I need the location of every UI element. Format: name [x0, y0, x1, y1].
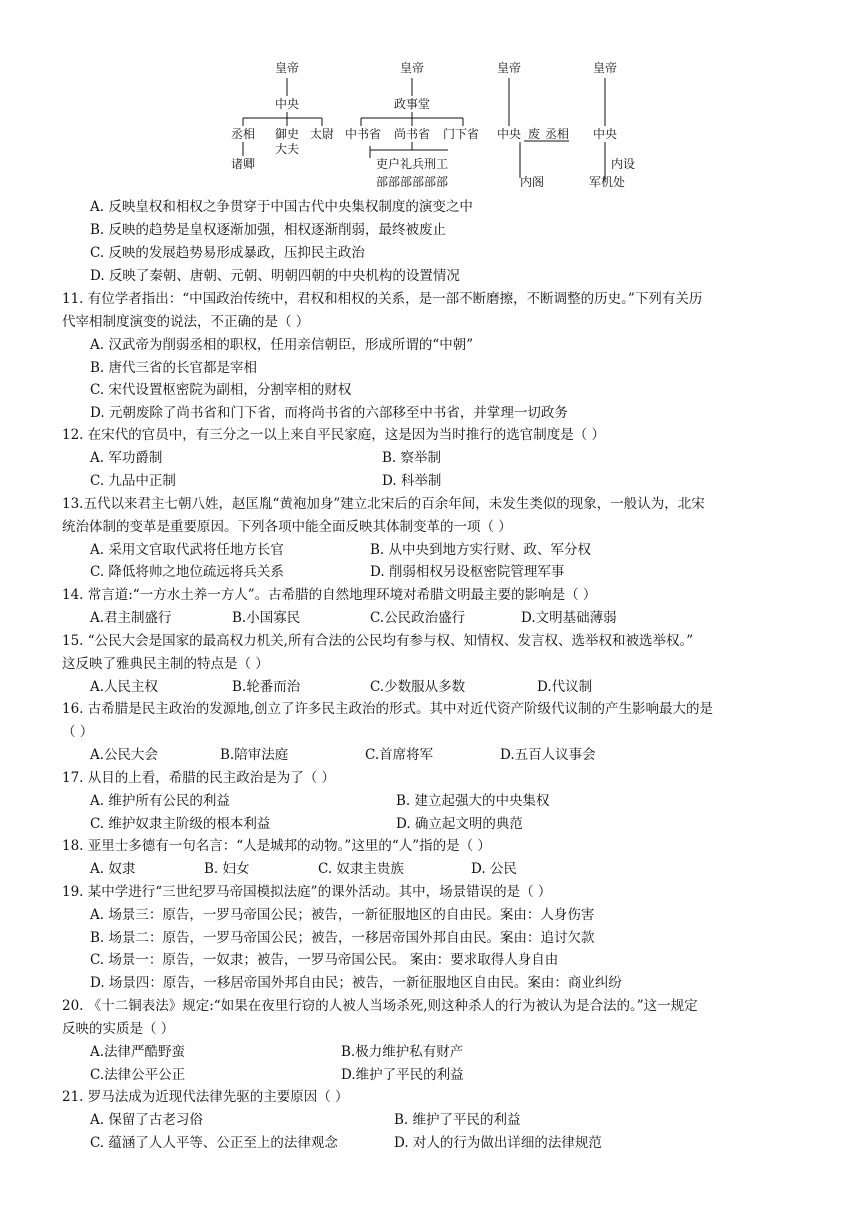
option-b: B.陪审法庭: [220, 747, 289, 763]
option-c: C.少数服从多数: [370, 679, 466, 695]
option-b: B. 唐代三省的长官都是宰相: [90, 360, 258, 376]
inner-set-label: 内设: [611, 157, 636, 171]
six-ministries-label: 吏户礼兵刑工: [376, 157, 449, 171]
question-stem: 21. 罗马法成为近现代法律先驱的主要原因（ ）: [62, 1089, 349, 1105]
chancellor-label: 丞相: [545, 127, 570, 141]
shangshu-label: 尚书省: [394, 127, 431, 141]
emperor-label: 皇帝: [593, 61, 618, 75]
question-stem-cont: 代宰相制度演变的说法，不正确的是（ ）: [62, 314, 310, 330]
option-a: A. 反映皇权和相权之争贯穿于中国古代中央集权制度的演变之中: [90, 199, 473, 215]
diagram-qin: [231, 60, 334, 171]
emperor-label: 皇帝: [400, 61, 425, 75]
option-b: B. 建立起强大的中央集权: [396, 793, 550, 809]
central-label: 中央: [497, 127, 522, 141]
option-d: D.代议制: [537, 679, 593, 695]
diagram-tang: [345, 60, 479, 189]
emperor-label: 皇帝: [275, 61, 300, 75]
question-stem: 16. 古希腊是民主政治的发源地,创立了许多民主政治的形式。其中对近代资产阶级代议制的产生影响最大的是: [62, 701, 714, 717]
option-a: A.君主制盛行: [90, 610, 172, 626]
zhongshu-label: 中书省: [345, 127, 382, 141]
cabinet-label: 内阁: [520, 175, 545, 189]
option-c: C.公民政治盛行: [370, 610, 466, 626]
question-stem: 20. 《十二铜表法》规定:“如果在夜里行窃的人被人当场杀死,则这种杀人的行为被认为是合法的。”这一规定: [62, 998, 698, 1014]
option-b: B. 察举制: [382, 450, 442, 466]
question-stem: 11. 有位学者指出：“中国政治传统中，君权和相权的关系，是一部不断磨擦，不断调整的历史。”下列有关历: [62, 291, 703, 307]
option-d: D. 对人的行为做出详细的法律规范: [394, 1135, 602, 1151]
option-c: C. 九品中正制: [90, 473, 176, 489]
option-c: C. 蕴涵了人人平等、公正至上的法律观念: [90, 1135, 338, 1151]
question-stem: 18. 亚里士多德有一句名言：“人是城邦的动物。”这里的“人”指的是（ ）: [62, 838, 491, 854]
option-d: D. 元朝废除了尚书省和门下省，而将尚书省的六部移至中书省，并掌理一切政务: [90, 405, 568, 421]
question-stem: 19. 某中学进行“三世纪罗马帝国模拟法庭”的课外活动。其中，场景错误的是（ ）: [62, 884, 552, 900]
option-c: C. 奴隶主贵族: [318, 861, 404, 877]
zhengshitang-label: 政事堂: [394, 97, 431, 111]
option-b: B.极力维护私有财产: [341, 1044, 464, 1060]
grand-council-label: 军机处: [589, 175, 626, 189]
option-a: A.人民主权: [90, 679, 159, 695]
option-a: A. 维护所有公民的利益: [90, 793, 230, 809]
option-d: D.维护了平民的利益: [341, 1067, 464, 1083]
censor-label-2: 大夫: [275, 142, 300, 156]
question-stem: 17. 从目的上看，希腊的民主政治是为了（ ）: [62, 770, 336, 786]
option-c: C. 宋代设置枢密院为副相，分割宰相的财权: [90, 382, 352, 398]
option-b: B. 妇女: [204, 861, 250, 877]
option-a: A. 保留了古老习俗: [90, 1112, 203, 1128]
question-stem: 14. 常言道:“一方水土养一方人”。古希腊的自然地理环境对希腊文明最主要的影响是（ ）: [62, 587, 597, 603]
option-a: A.公民大会: [90, 747, 159, 763]
option-d: D.五百人议事会: [500, 747, 596, 763]
chancellor-label: 丞相: [231, 127, 256, 141]
question-stem-cont: 反映的实质是（ ）: [62, 1021, 175, 1037]
commander-label: 太尉: [310, 127, 335, 141]
six-ministries-label-2: 部部部部部部: [376, 175, 449, 189]
censor-label: 御史: [275, 127, 300, 141]
question-stem: 15. “公民大会是国家的最高权力机关,所有合法的公民均有参与权、知情权、发言权、选举权和被选举权。”: [62, 633, 694, 649]
option-d: D.文明基础薄弱: [521, 610, 617, 626]
option-c: C. 反映的发展趋势易形成暴政，压抑民主政治: [90, 245, 365, 261]
option-a: A. 汉武帝为削弱丞相的职权，任用亲信朝臣，形成所谓的“中朝”: [90, 337, 474, 353]
option-b: B. 从中央到地方实行财、政、军分权: [370, 542, 592, 558]
option-d: D. 确立起文明的典范: [396, 816, 523, 832]
abolish-label: 废: [528, 127, 541, 141]
option-c: C. 降低将帅之地位疏远将兵关系: [90, 564, 284, 580]
menxia-label: 门下省: [443, 127, 480, 141]
option-d: D. 公民: [471, 861, 517, 877]
option-b: B.轮番而治: [232, 679, 301, 695]
option-c: C.首席将军: [365, 747, 434, 763]
option-c: C. 维护奴隶主阶级的根本利益: [90, 816, 271, 832]
ministers-label: 诸卿: [231, 157, 256, 171]
option-c: C.法律公平公正: [90, 1067, 186, 1083]
option-d: D. 削弱相权另设枢密院管理军事: [370, 564, 565, 580]
option-a: A. 场景三：原告，一罗马帝国公民；被告，一新征服地区的自由民。案由：人身伤害: [90, 907, 595, 923]
central-government-diagram: [0, 0, 860, 195]
diagram-qing: [589, 60, 635, 189]
option-b: B.小国寡民: [232, 610, 301, 626]
question-stem-cont: 统治体制的变革是重要原因。下列各项中能全面反映其体制变革的一项（ ）: [62, 519, 512, 535]
option-a: A. 奴隶: [90, 861, 136, 877]
question-stem-cont: 这反映了雅典民主制的特点是（ ）: [62, 656, 269, 672]
question-stem: 13.五代以来君主七朝八姓，赵匡胤“黄袍加身”建立北宋后的百余年间，未发生类似的现象，一般认为，北宋: [62, 496, 705, 512]
option-a: A. 军功爵制: [90, 450, 163, 466]
option-d: D. 反映了秦朝、唐朝、元朝、明朝四朝的中央机构的设置情况: [90, 268, 460, 284]
option-d: D. 科举制: [382, 473, 442, 489]
question-stem-cont: （ ）: [62, 724, 94, 740]
option-a: A. 采用文官取代武将任地方长官: [90, 542, 284, 558]
diagram-ming: [497, 60, 569, 189]
option-c: C. 场景一：原告，一奴隶；被告，一罗马帝国公民。 案由：要求取得人身自由: [90, 952, 559, 968]
option-b: B. 场景二：原告，一罗马帝国公民；被告，一移居帝国外邦自由民。案由：追讨欠款: [90, 930, 595, 946]
option-d: D. 场景四：原告，一移居帝国外邦自由民；被告，一新征服地区自由民。案由：商业纠纷: [90, 975, 622, 991]
central-label: 中央: [275, 97, 300, 111]
emperor-label: 皇帝: [497, 61, 522, 75]
question-stem: 12. 在宋代的官员中，有三分之一以上来自平民家庭，这是因为当时推行的选官制度是（ ）: [62, 427, 606, 443]
option-b: B. 反映的趋势是皇权逐渐加强，相权逐渐削弱，最终被废止: [90, 222, 447, 238]
option-b: B. 维护了平民的利益: [394, 1112, 521, 1128]
option-a: A.法律严酷野蛮: [90, 1044, 186, 1060]
central-label: 中央: [593, 127, 618, 141]
